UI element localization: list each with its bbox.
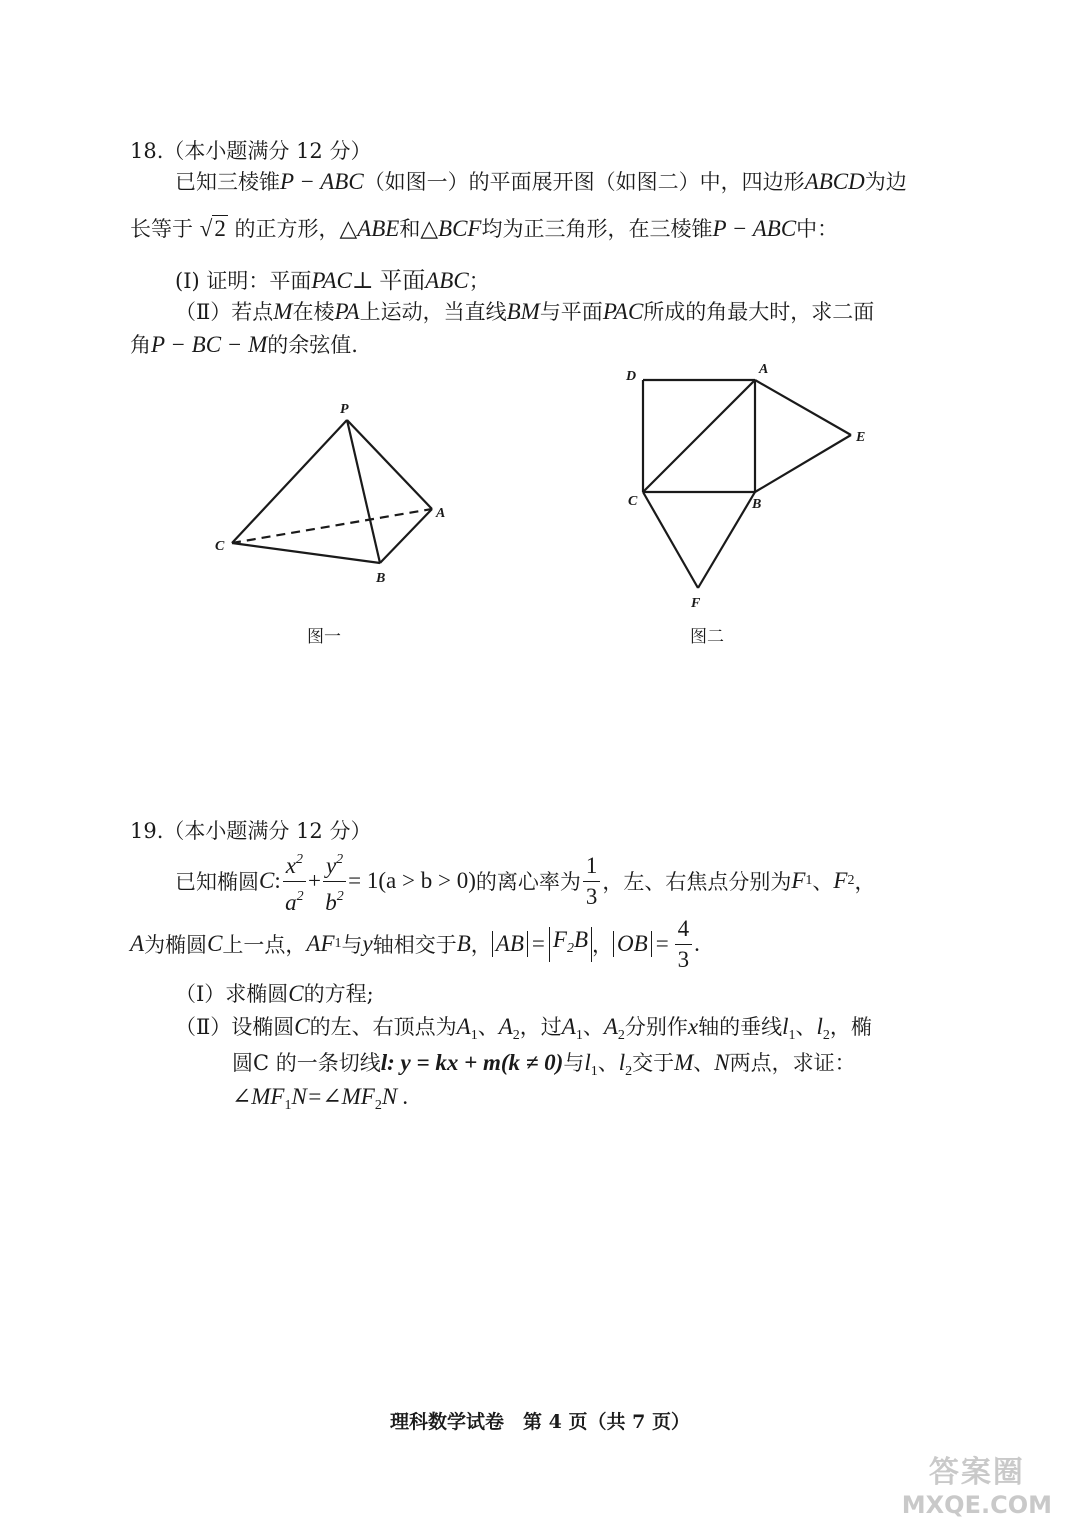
q18-text: 与平面 <box>539 300 603 324</box>
q19-math: F <box>833 868 848 893</box>
q19-math: l <box>618 1050 626 1075</box>
subscript: 1 <box>788 1028 796 1043</box>
edge-CA-hidden <box>232 509 432 543</box>
q19-text: 已知椭圆 <box>175 870 259 894</box>
figure-2-net <box>615 355 885 615</box>
q19-math: B <box>456 931 471 956</box>
figure-1-tetrahedron <box>200 395 460 595</box>
q19-math: l <box>380 1050 388 1075</box>
subscript: 2 <box>617 1028 625 1043</box>
q18-math: ABC <box>425 268 469 293</box>
q18-line2 <box>130 213 838 243</box>
subscript: 1 <box>284 1098 292 1113</box>
abs-F2B <box>549 927 592 962</box>
subscript: 1 <box>575 1028 583 1043</box>
q19-math: B <box>573 926 589 952</box>
edge-CF <box>643 492 698 588</box>
q19-math: l <box>816 1014 823 1039</box>
q18-math: PA <box>334 299 360 324</box>
q19-math: : y = kx + m(k ≠ 0) <box>387 1050 564 1075</box>
q18-math: ABCD <box>804 169 865 194</box>
q18-line1 <box>175 166 907 196</box>
q19-line1 <box>175 850 876 915</box>
q18-math: P − BC − M <box>151 332 268 357</box>
q19-text: 与 <box>341 933 363 957</box>
label-C: C <box>628 494 638 509</box>
q19-text: 圆C 的一条切线 <box>232 1051 381 1075</box>
q19-math: C <box>207 931 223 956</box>
q18-text: 所成的角最大时，求二面 <box>643 300 875 324</box>
q19-part2-line3 <box>232 1084 409 1114</box>
q19-math: 3 <box>585 883 598 909</box>
q19-math: M <box>674 1050 694 1075</box>
q19-text: 、 <box>582 1015 604 1039</box>
q18-math: PAC <box>602 299 644 324</box>
q18-text: 均为正三角形，在三棱锥 <box>481 217 713 241</box>
q18-text: 为边 <box>864 170 907 194</box>
q19-math: F <box>791 868 806 893</box>
q19-math: A <box>603 1014 618 1039</box>
fraction-4-3 <box>675 914 693 975</box>
edge-CB <box>232 543 380 563</box>
q19-text: 的左、右顶点为 <box>309 1015 457 1039</box>
q19-text: 、 <box>693 1051 715 1075</box>
q18-math: PAC <box>311 268 352 293</box>
q19-math: l <box>584 1050 591 1075</box>
q19-text: 、 <box>477 1015 499 1039</box>
q18-text: 中： <box>796 217 839 241</box>
q19-math: 4 <box>675 914 693 945</box>
q18-math: BM <box>506 299 540 324</box>
q19-math: N <box>714 1050 730 1075</box>
q18-text: 长等于 <box>130 217 193 241</box>
q18-math: P − ABC <box>280 169 364 194</box>
edge-BF <box>698 492 755 588</box>
q19-part2-line2 <box>232 1047 856 1080</box>
q19-math: C <box>288 981 304 1006</box>
q18-part2 <box>175 296 874 326</box>
q19-text: ，椭 <box>829 1015 872 1039</box>
label-B: B <box>752 497 762 512</box>
watermark-logo <box>902 1447 1052 1519</box>
q19-math: N . <box>381 1084 409 1109</box>
q19-text: ，过 <box>519 1015 562 1039</box>
q19-math: ∠MF <box>232 1084 285 1109</box>
q19-math: F <box>552 926 567 952</box>
q19-header: 19.（本小题满分 12 分） <box>130 819 372 843</box>
q19-text: 、 <box>795 1015 817 1039</box>
watermark-bottom: MXQE.COM <box>901 1491 1052 1519</box>
edge-PC <box>232 420 347 543</box>
exponent: 2 <box>295 851 303 867</box>
watermark-top: 答案圈 <box>928 1455 1025 1490</box>
q18-text: （Ⅱ）若点 <box>175 300 274 324</box>
edge-PB <box>347 420 380 563</box>
subscript: 1 <box>470 1028 478 1043</box>
q19-text: 的方程; <box>303 982 374 1006</box>
q18-header: 18.（本小题满分 12 分） <box>130 139 372 163</box>
q19-part2 <box>175 1011 872 1044</box>
subscript: 2 <box>566 940 574 956</box>
q19-math: N=∠MF <box>291 1084 375 1109</box>
label-A: A <box>759 362 769 377</box>
subscript: 2 <box>512 1028 520 1043</box>
label-E: E <box>856 430 866 445</box>
sqrt-radicand: 2 <box>214 216 226 241</box>
q19-math: l <box>782 1014 789 1039</box>
q18-math: △BCF <box>420 216 482 241</box>
fraction-y2-b2 <box>323 845 346 918</box>
subscript: 2 <box>625 1064 633 1079</box>
q19-text: （Ⅰ）求椭圆 <box>175 982 289 1006</box>
q19-math: = 1(a > b > 0) <box>348 868 476 893</box>
q18-text: 的正方形， <box>234 217 340 241</box>
subscript: 1 <box>805 873 813 888</box>
q19-text: 与 <box>563 1051 585 1075</box>
q19-text: ， <box>854 870 876 894</box>
q19-text: ， <box>470 933 492 957</box>
q19-math: C <box>294 1014 310 1039</box>
q18-text: (Ⅰ) 证明：平面 <box>175 269 312 293</box>
q18-text: 和 <box>399 217 421 241</box>
q19-text: ， <box>592 933 614 957</box>
label-D: D <box>626 369 637 384</box>
edge-PA <box>347 420 432 509</box>
q19-math: = <box>531 931 545 956</box>
q18-text: 的余弦值. <box>267 333 358 357</box>
q19-math: C <box>259 868 275 893</box>
q19-math: b <box>325 889 337 915</box>
q19-math: x <box>687 1014 699 1039</box>
q19-math: . <box>694 931 700 956</box>
q18-math: M <box>273 299 293 324</box>
q19-text: 交于 <box>632 1051 675 1075</box>
q19-text: 轴的垂线 <box>698 1015 783 1039</box>
sqrt-symbol: √2 <box>199 216 226 241</box>
q19-text: 分别作 <box>624 1015 688 1039</box>
abs-OB: OB <box>613 931 652 957</box>
q19-math: x <box>285 852 296 878</box>
label-C: C <box>215 539 225 554</box>
q19-math: a <box>285 889 297 915</box>
q19-text: 轴相交于 <box>372 933 457 957</box>
figure-1-caption: 图一 <box>307 627 341 647</box>
q18-text: ； <box>468 269 490 293</box>
q18-text: 上运动，当直线 <box>359 300 507 324</box>
subscript: 2 <box>822 1028 830 1043</box>
q19-text: ，左、右焦点分别为 <box>602 870 792 894</box>
label-B: B <box>376 571 386 586</box>
fraction-x2-a2 <box>283 845 306 918</box>
edge-AE <box>755 380 851 435</box>
q18-part1 <box>175 262 490 295</box>
q19-math: A <box>561 1014 576 1039</box>
q18-text: 在棱 <box>292 300 335 324</box>
subscript: 2 <box>374 1098 382 1113</box>
q19-part1 <box>175 978 374 1008</box>
edge-BE <box>755 435 851 492</box>
q18-text: 角 <box>130 333 151 357</box>
q18-math: △ABE <box>339 216 400 241</box>
q18-text: 已知三棱锥 <box>175 170 280 194</box>
q19-text: 、 <box>597 1051 619 1075</box>
q19-math: 3 <box>677 946 690 972</box>
q19-math: y <box>362 931 373 956</box>
q19-text: （Ⅱ）设椭圆 <box>175 1015 295 1039</box>
q19-math: 1 <box>583 851 601 882</box>
q19-math: AF <box>306 931 335 956</box>
page-footer: 理科数学试卷 第 4 页（共 7 页） <box>390 1411 690 1433</box>
q19-text: 上一点， <box>222 933 307 957</box>
q19-text: 两点，求证： <box>729 1051 856 1075</box>
exponent: 2 <box>296 888 304 904</box>
q18-math: P − ABC <box>712 216 797 241</box>
q19-math: + <box>307 868 321 893</box>
q19-math: : <box>274 868 281 893</box>
label-A: A <box>436 506 446 521</box>
figure-2-caption: 图二 <box>690 627 724 647</box>
subscript: 1 <box>334 936 342 951</box>
exponent: 2 <box>336 888 344 904</box>
q18-text: ⊥ 平面 <box>351 268 426 293</box>
q19-math: A <box>456 1014 471 1039</box>
q19-math: A <box>130 931 145 956</box>
q18-part2-cont <box>130 329 358 359</box>
q18-text: （如图一）的平面展开图（如图二）中，四边形 <box>363 170 805 194</box>
subscript: 1 <box>590 1064 598 1079</box>
q19-math: A <box>498 1014 513 1039</box>
q19-math: y <box>325 852 337 878</box>
q19-text: 、 <box>812 870 834 894</box>
q19-text: 的离心率为 <box>475 870 581 894</box>
exponent: 2 <box>336 851 344 867</box>
label-F: F <box>691 596 701 611</box>
fraction-1-3 <box>583 851 601 912</box>
edge-CA <box>643 380 755 492</box>
label-P: P <box>340 402 349 417</box>
q19-math: = <box>655 931 669 956</box>
q19-line2 <box>130 915 700 973</box>
abs-AB: AB <box>492 931 528 957</box>
q19-text: 为椭圆 <box>144 933 208 957</box>
subscript: 2 <box>847 873 855 888</box>
